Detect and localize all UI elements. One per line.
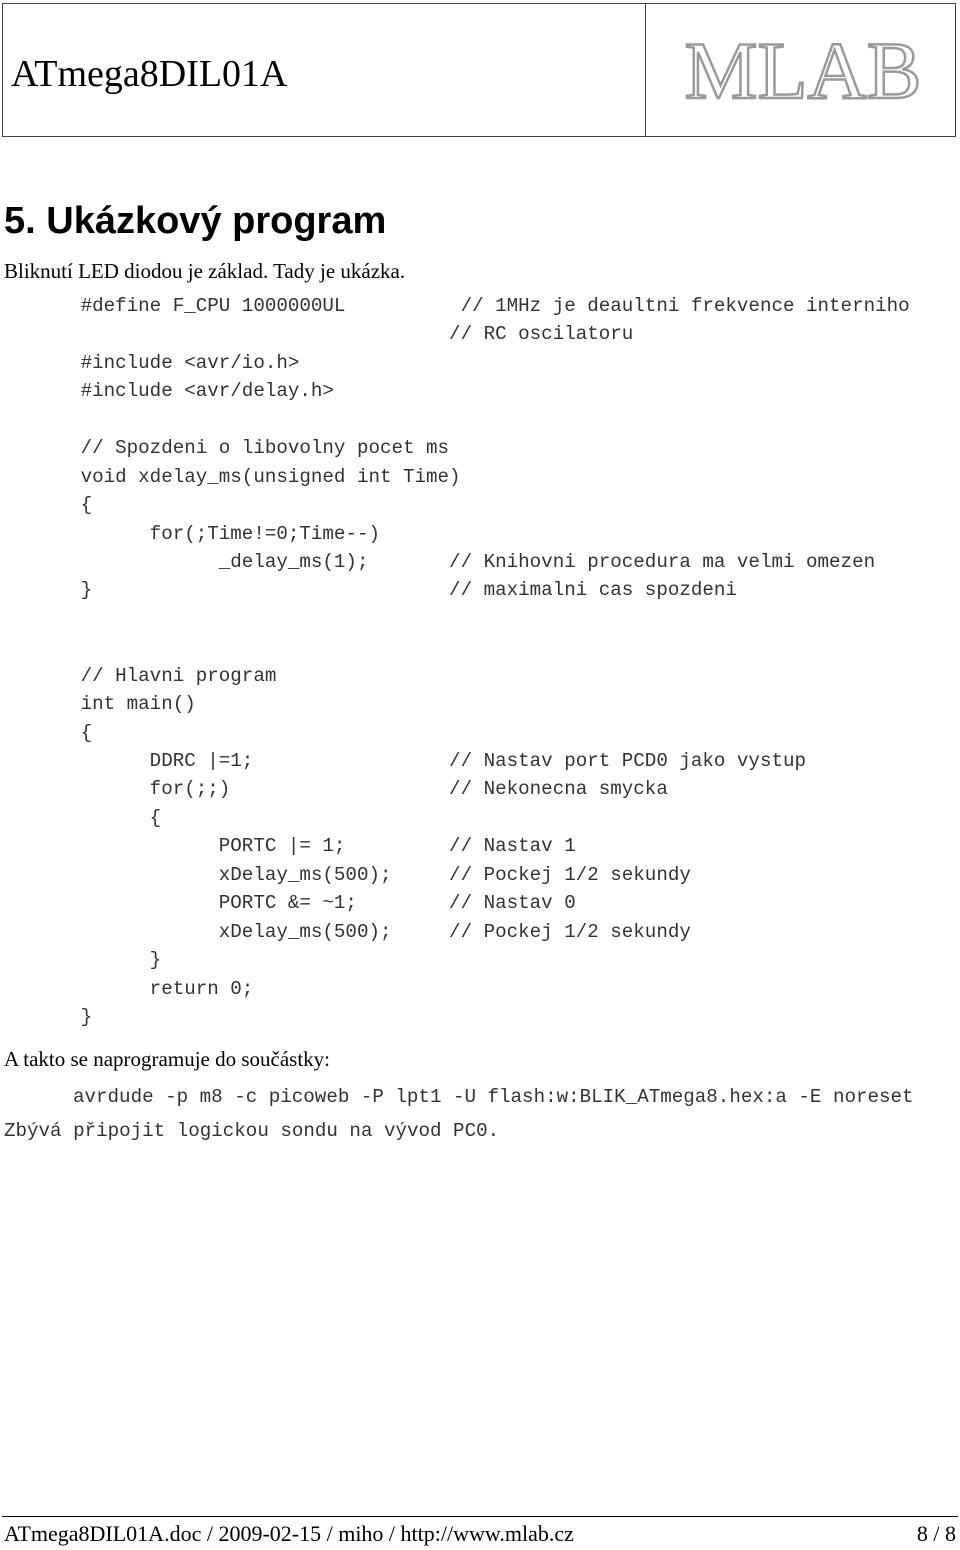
code-line: #include <avr/delay.h> (0, 380, 334, 403)
intro-text: Bliknutí LED diodou je základ. Tady je ukázka. (4, 259, 406, 283)
mlab-logo-text: MLAB (684, 28, 922, 116)
code-line: int main() (0, 693, 196, 716)
code-line: PORTC |= 1; // Nastav 1 (0, 835, 576, 858)
footer-divider (2, 1516, 958, 1517)
code-line: _delay_ms(1); // Knihovni procedura ma velmi omezen (0, 550, 876, 573)
header-divider (645, 4, 646, 136)
page-header (2, 3, 956, 137)
code-line (0, 605, 910, 633)
section-heading: 5. Ukázkový program (4, 200, 387, 242)
code-line: void xdelay_ms(unsigned int Time) (0, 465, 461, 488)
code-line: xDelay_ms(500); // Pockej 1/2 sekundy (0, 920, 691, 943)
code-line: // RC oscilatoru (0, 323, 634, 346)
programming-label: A takto se naprogramuje do součástky: (4, 1047, 331, 1071)
code-line (0, 633, 910, 661)
code-line: // Spozdeni o libovolny pocet ms (0, 437, 450, 460)
code-line (0, 406, 910, 434)
footer-document-info: ATmega8DIL01A.doc / 2009-02-15 / miho / http://www.mlab.cz (4, 1521, 574, 1546)
footer-page-number: 8 / 8 (916, 1521, 956, 1546)
code-line: return 0; (0, 977, 254, 1000)
code-line: } (0, 1005, 93, 1028)
code-line: { (0, 721, 93, 744)
code-line: // Hlavni program (0, 664, 277, 687)
code-listing (0, 292, 910, 1031)
code-line: #include <avr/io.h> (0, 351, 300, 374)
final-note: Zbývá připojit logickou sondu na vývod PC0. (4, 1120, 500, 1142)
code-line: xDelay_ms(500); // Pockej 1/2 sekundy (0, 863, 691, 886)
code-line: } (0, 949, 162, 972)
code-line: } // maximalni cas spozdeni (0, 579, 737, 602)
code-line: PORTC &= ~1; // Nastav 0 (0, 892, 576, 915)
code-line: { (0, 806, 162, 829)
code-line: #define F_CPU 1000000UL // 1MHz je deaultni frekvence interniho (0, 295, 910, 317)
code-line: { (0, 494, 93, 517)
code-line: for(;Time!=0;Time--) (0, 522, 380, 545)
mlab-logo (663, 28, 943, 118)
avrdude-command: avrdude -p m8 -c picoweb -P lpt1 -U flash:w:BLIK_ATmega8.hex:a -E noreset (73, 1086, 914, 1108)
code-line: for(;;) // Nekonecna smycka (0, 778, 668, 801)
code-line: DDRC |=1; // Nastav port PCD0 jako vystup (0, 750, 807, 772)
document-title: ATmega8DIL01A (11, 53, 288, 95)
